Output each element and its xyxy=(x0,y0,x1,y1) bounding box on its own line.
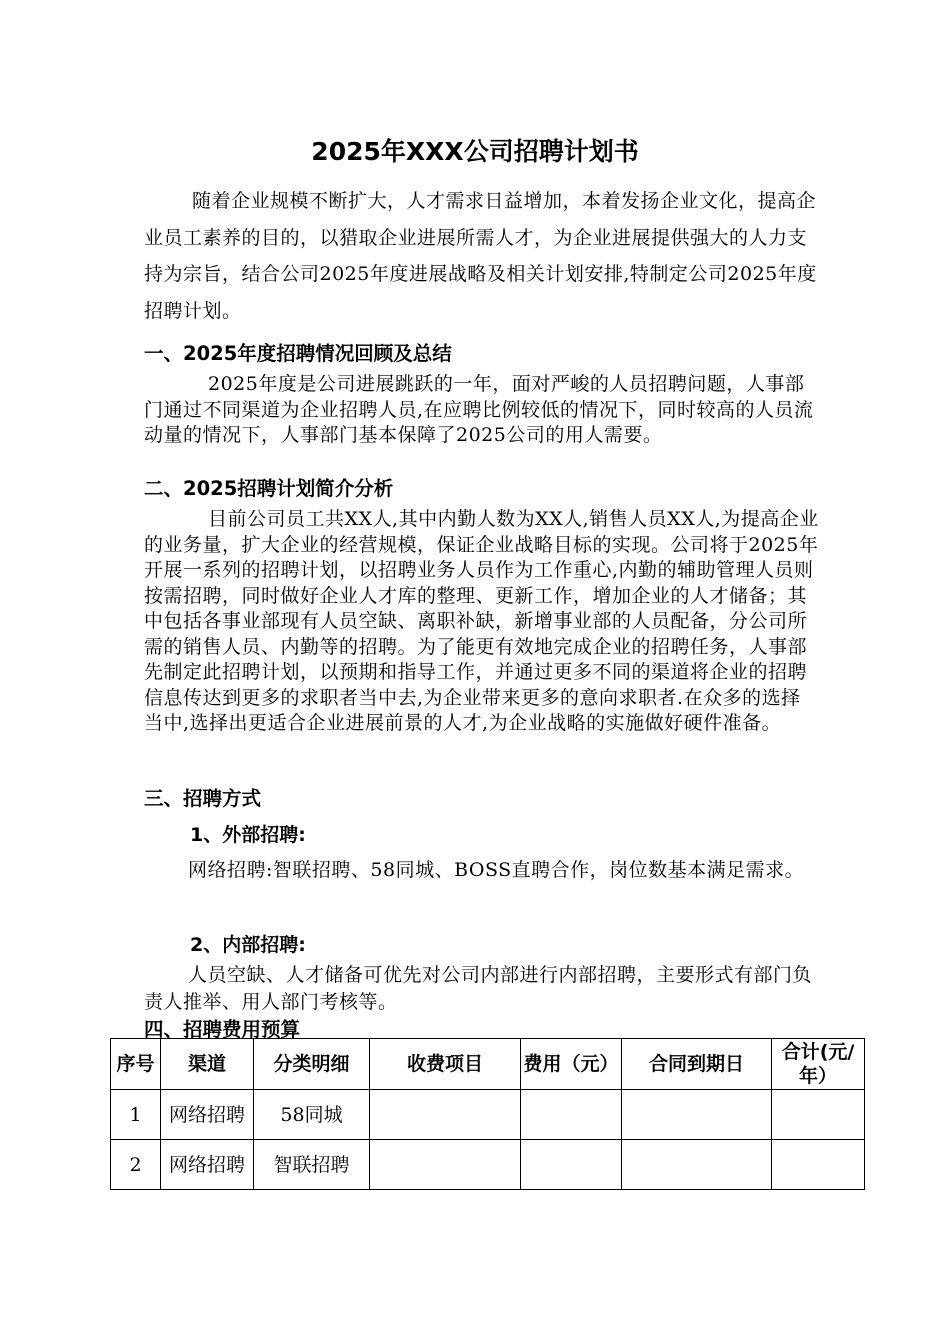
table-cell xyxy=(521,1090,622,1140)
header-cell-category: 分类明细 xyxy=(254,1039,370,1090)
table-cell xyxy=(370,1140,521,1190)
table-row xyxy=(111,1140,865,1190)
internal-paragraph: 人员空缺、人才储备可优先对公司内部进行内部招聘，主要形式有部门负责人推举、用人部门考核等。 xyxy=(144,964,813,1013)
header-cell-total: 合计(元/年） xyxy=(772,1039,865,1090)
table-cell xyxy=(622,1140,772,1190)
subheading-internal: 2、内部招聘: xyxy=(190,934,306,956)
table-cell xyxy=(370,1090,521,1140)
analysis-paragraph: 目前公司员工共XX人,其中内勤人数为XX人,销售人员XX人,为提高企业的业务量，扩大企业的经营规模，保证企业战略目标的实现。公司将于2025年开展一系列的招聘计划，以招聘业务人员作为工作重心,内勤的辅助管理人员则按需招聘，同时做好企业人才库的整理、更新工作，增加企业的人才储备；其中包括各事业部现有人员空缺、离职补缺，新增事业部的人员配备，分公司所需的销售人员、内勤等的招聘。为了能更有效地完成企业的招聘任务，人事部先制定此招聘计划，以预期和指导工作，并通过更多不同的渠道将企业的招聘信息传达到更多的求职者当中去,为企业带来更多的意向求职者.在众多的选择当中,选择出更适合企业进展前景的人才,为企业战略的实施做好硬件准备。 xyxy=(144,508,819,734)
table-row xyxy=(111,1090,865,1140)
external-paragraph: 网络招聘:智联招聘、58同城、BOSS直聘合作，岗位数基本满足需求。 xyxy=(188,859,805,881)
budget-table xyxy=(110,1038,865,1190)
section-heading-analysis: 二、2025招聘计划简介分析 xyxy=(144,477,394,500)
intro-paragraph: 随着企业规模不断扩大，人才需求日益增加，本着发扬企业文化，提高企业员工素养的目的，以猎取企业进展所需人才，为企业进展提供强大的人力支持为宗旨，结合公司2025年度进展战略及相关计划安排,特制定公司2025年度招聘计划。 xyxy=(144,190,817,322)
review-paragraph: 2025年度是公司进展跳跃的一年，面对严峻的人员招聘问题，人事部门通过不同渠道为企业招聘人员,在应聘比例较低的情况下，同时较高的人员流动量的情况下，人事部门基本保障了2025公司的用人需要。 xyxy=(144,373,814,446)
table-cell: 智联招聘 xyxy=(254,1140,370,1190)
table-cell xyxy=(772,1090,865,1140)
table-cell: 网络招聘 xyxy=(161,1090,254,1140)
subheading-external: 1、外部招聘: xyxy=(190,824,306,846)
header-cell-fee-item: 收费项目 xyxy=(370,1039,521,1090)
table-cell: 2 xyxy=(111,1140,161,1190)
table-header-row xyxy=(111,1039,865,1090)
header-cell-contract-expiry: 合同到期日 xyxy=(622,1039,772,1090)
table-cell xyxy=(622,1090,772,1140)
table-cell xyxy=(772,1140,865,1190)
header-cell-channel: 渠道 xyxy=(161,1039,254,1090)
header-cell-cost: 费用（元） xyxy=(521,1039,622,1090)
section-heading-methods: 三、招聘方式 xyxy=(144,787,262,810)
table-cell: 58同城 xyxy=(254,1090,370,1140)
table-cell: 1 xyxy=(111,1090,161,1140)
table-cell xyxy=(521,1140,622,1190)
section-heading-review: 一、2025年度招聘情况回顾及总结 xyxy=(144,342,452,365)
table-cell: 网络招聘 xyxy=(161,1140,254,1190)
section-heading-budget: 四、招聘费用预算 xyxy=(144,1018,301,1041)
document-title: 2025年XXX公司招聘计划书 xyxy=(311,137,639,166)
header-cell-index: 序号 xyxy=(111,1039,161,1090)
